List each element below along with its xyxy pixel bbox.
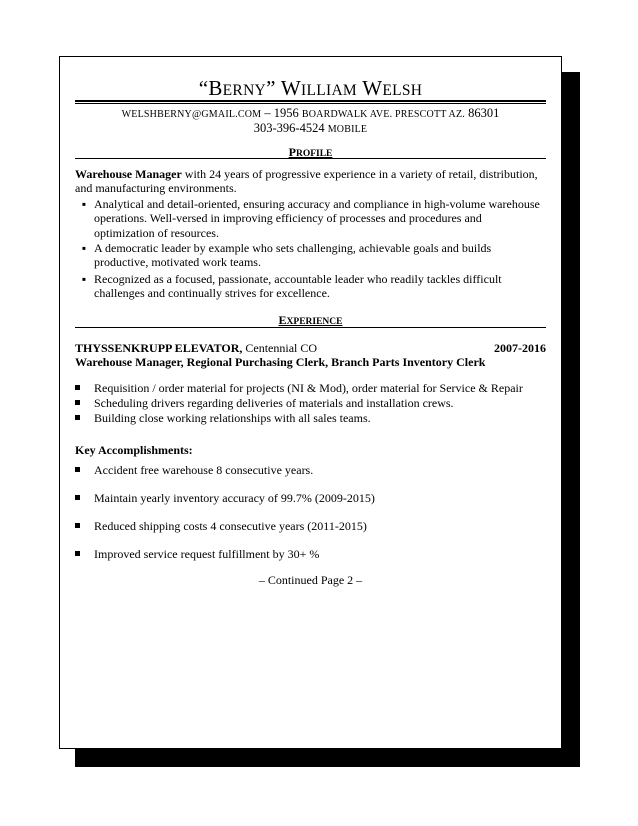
accomplishment-item: Accident free warehouse 8 consecutive years.: [75, 463, 545, 477]
continued-note: – Continued Page 2 –: [258, 573, 363, 587]
email: WELSHBERNY@GMAIL.COM: [121, 109, 262, 120]
duty-item: Building close working relationships with all sales teams.: [75, 411, 545, 425]
candidate-name: “BERNY” WILLIAM WELSH: [198, 76, 423, 100]
profile-heading: PROFILE: [288, 145, 333, 159]
resume-page: [59, 56, 562, 749]
company-location: Centennial CO: [242, 341, 318, 355]
name-divider: [75, 100, 546, 104]
employment-years: 2007-2016: [494, 341, 546, 355]
profile-bullet: ▪ A democratic leader by example who sets challenging, achievable goals and builds productive, motivated work teams.: [81, 241, 492, 270]
experience-heading: EXPERIENCE: [278, 313, 343, 327]
key-accomplishments-heading: Key Accomplishments:: [75, 443, 193, 457]
accomplishment-item: Maintain yearly inventory accuracy of 99.7% (2009-2015): [75, 491, 545, 505]
address: BOARDWALK AVE. PRESCOTT AZ.: [301, 109, 465, 120]
duty-item: Scheduling drivers regarding deliveries of materials and installation crews.: [75, 396, 545, 410]
contact-line: WELSHBERNY@GMAIL.COM – 1956 BOARDWALK AVE. PRESCOTT AZ. 86301: [121, 106, 500, 120]
company-name: THYSSENKRUPP ELEVATOR,: [75, 341, 243, 355]
job-titles: Warehouse Manager, Regional Purchasing Clerk, Branch Parts Inventory Clerk: [75, 355, 486, 369]
company-line: [75, 341, 317, 356]
experience-rule: [75, 327, 546, 328]
phone: 303-396-4524: [253, 121, 328, 135]
accomplishment-item: Improved service request fulfillment by 30+ %: [75, 547, 545, 561]
profile-rule: [75, 158, 546, 159]
phone-line: 303-396-4524 MOBILE: [253, 121, 368, 135]
duty-item: Requisition / order material for projects (NI & Mod), order material for Service & Repair: [75, 381, 545, 395]
profile-bullet: ▪ Analytical and detail-oriented, ensuring accuracy and compliance in high-volume warehouse operations. Well-versed in improving efficiency of processes and procedures and optimization of resources.: [81, 197, 540, 240]
profile-summary: Warehouse Manager with 24 years of progressive experience in a variety of retail, distribution, and manufacturing environments.: [75, 167, 538, 196]
profile-bullet: ▪ Recognized as a focused, passionate, accountable leader who readily tackles difficult challenges and continually strives for excellence.: [81, 272, 502, 301]
accomplishment-item: Reduced shipping costs 4 consecutive years (2011-2015): [75, 519, 545, 533]
